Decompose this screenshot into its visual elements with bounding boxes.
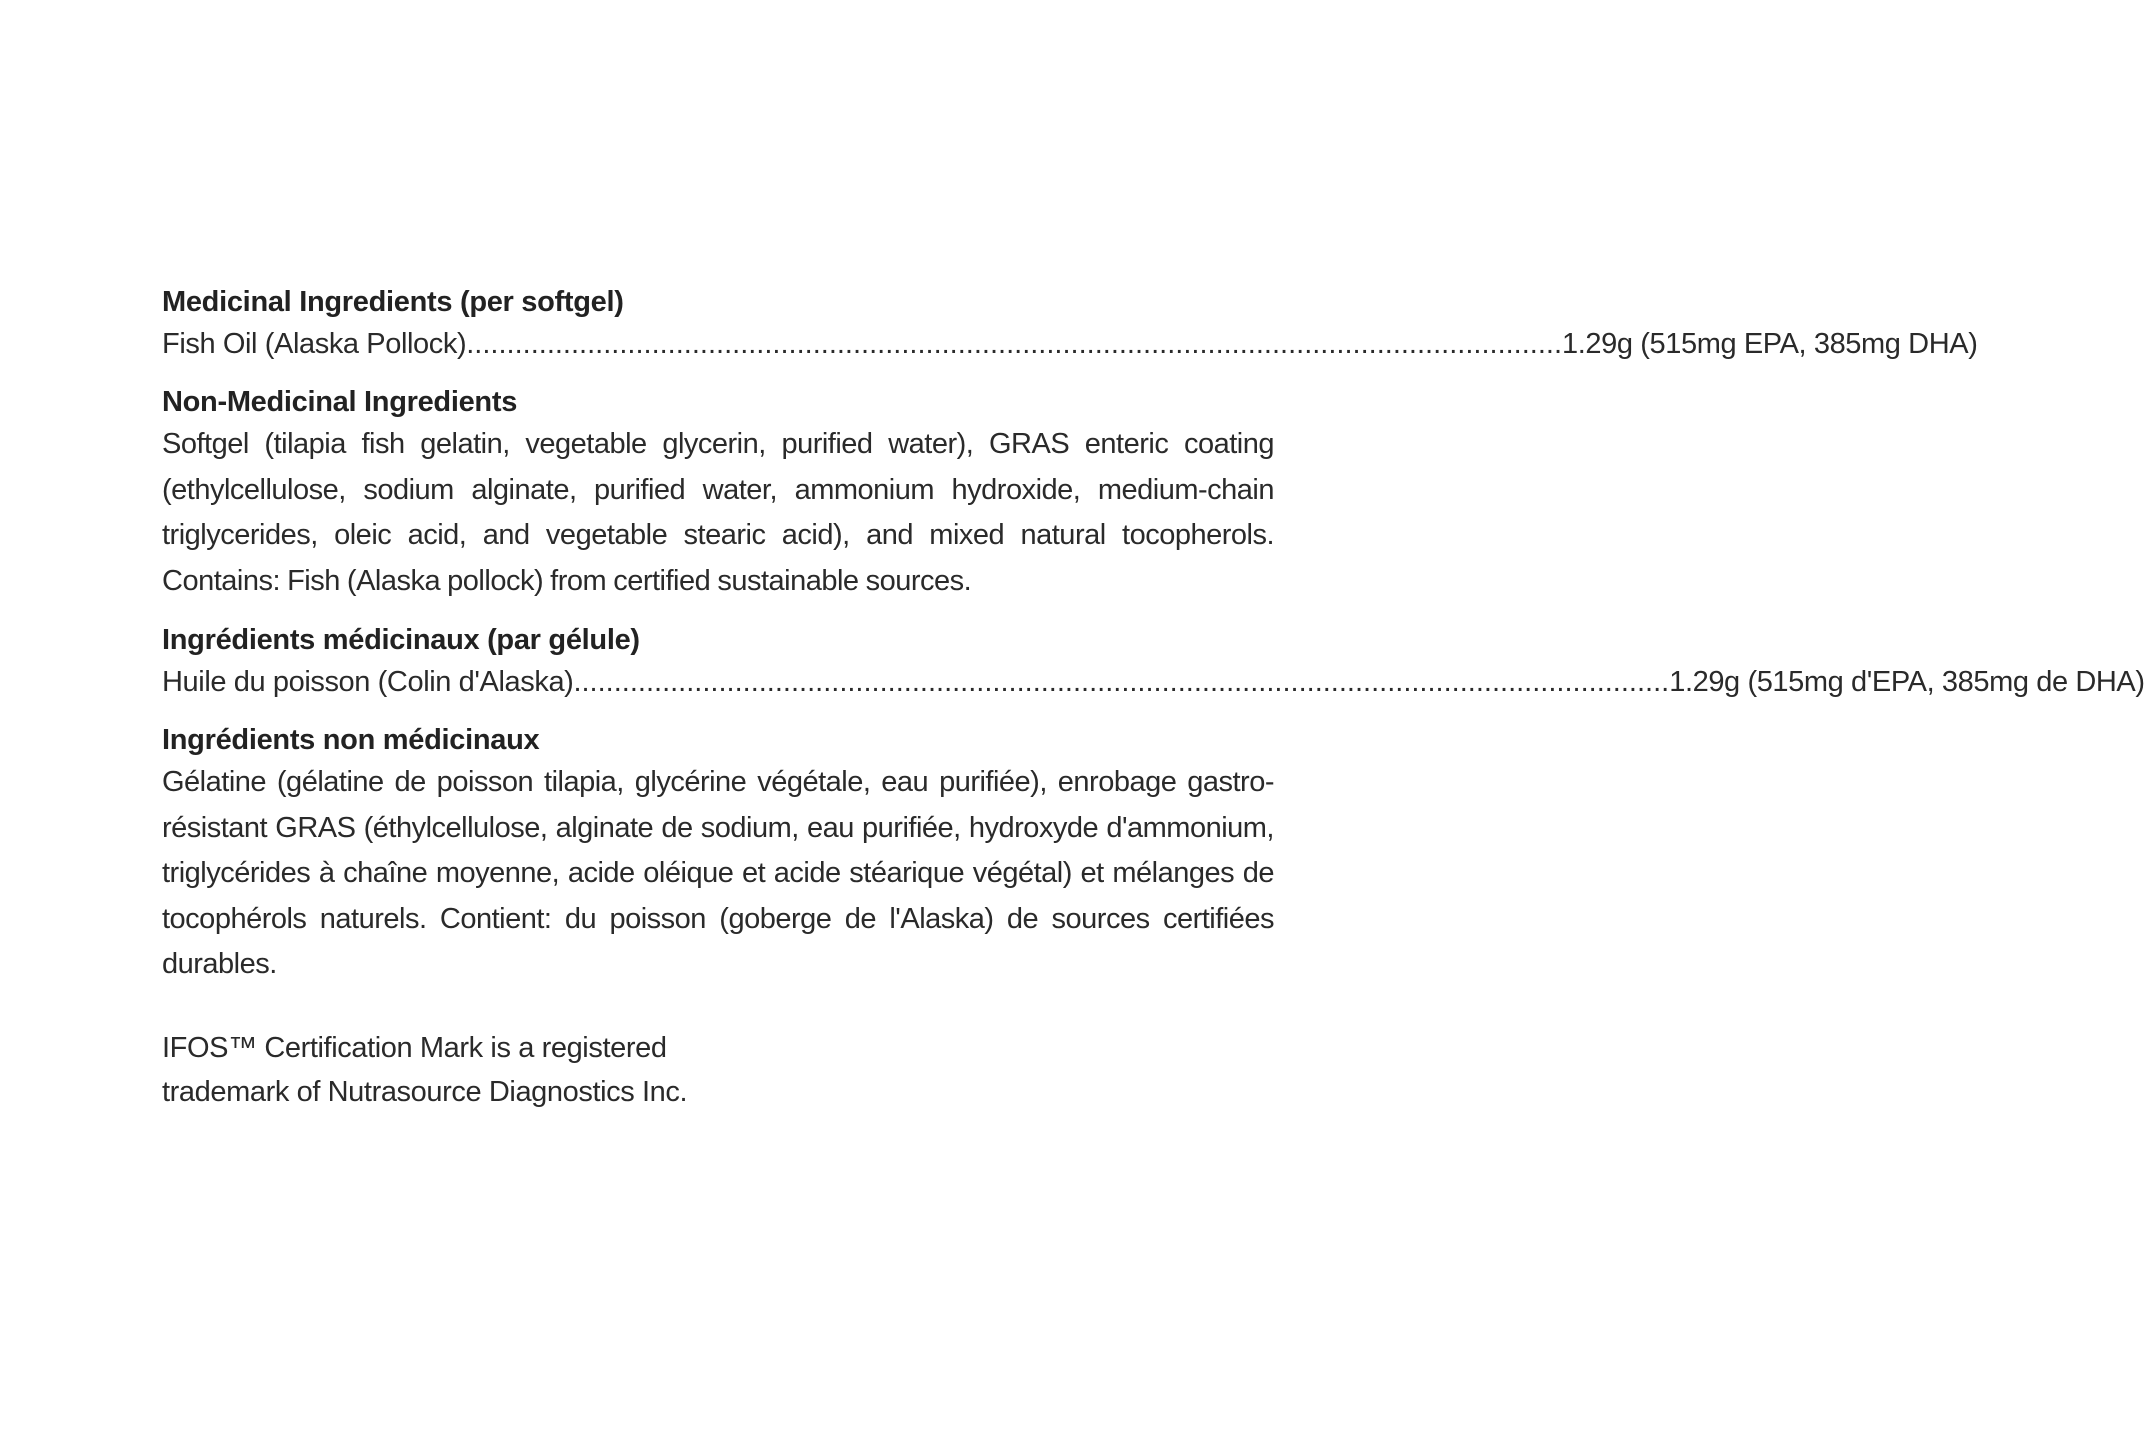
nonmedicinal-text-en: Softgel (tilapia fish gelatin, vegetable glycerin, purified water), GRAS enteric coating (ethylcellulose, sodium alginate, purified water, ammonium hydroxide, medium-chain triglycerides, oleic acid, and vegetable stearic acid), and mixed natural tocopherols. Contains: Fish (Alaska pollock) from certified sustainable sources. xyxy=(162,428,1274,597)
ingredient-name-fr: Huile du poisson (Colin d'Alaska) xyxy=(162,666,574,698)
nonmedicinal-heading-en: Non-Medicinal Ingredients xyxy=(162,386,518,418)
medicinal-ingredients-fr xyxy=(162,620,2145,704)
dot-leader: ........................................................................................................................................ xyxy=(573,666,1670,698)
ingredient-label xyxy=(162,282,2145,1114)
medicinal-heading-en: Medicinal Ingredients (per softgel) xyxy=(162,286,624,318)
medicinal-ingredients-en xyxy=(162,282,1978,366)
trademark-notice xyxy=(162,1026,1274,1114)
nonmedicinal-ingredients-fr xyxy=(162,720,1274,988)
ingredient-name-en: Fish Oil (Alaska Pollock) xyxy=(162,328,467,360)
nonmedicinal-ingredients-en xyxy=(162,382,1274,604)
dot-leader: ........................................................................................................................................ xyxy=(466,328,1563,360)
trademark-line-1: IFOS™ Certification Mark is a registered xyxy=(162,1031,667,1064)
nonmedicinal-heading-fr: Ingrédients non médicinaux xyxy=(162,724,540,756)
ingredient-amount-fr: 1.29g (515mg d'EPA, 385mg de DHA) xyxy=(1669,666,2145,698)
trademark-line-2: trademark of Nutrasource Diagnostics Inc. xyxy=(162,1075,688,1108)
medicinal-heading-fr: Ingrédients médicinaux (par gélule) xyxy=(162,624,640,656)
medicinal-line-en xyxy=(162,322,1978,366)
ingredient-amount-en: 1.29g (515mg EPA, 385mg DHA) xyxy=(1562,328,1978,360)
nonmedicinal-text-fr: Gélatine (gélatine de poisson tilapia, glycérine végétale, eau purifiée), enrobage gastro-résistant GRAS (éthylcellulose, alginate de sodium, eau purifiée, hydroxyde d'ammonium, triglycérides à chaîne moyenne, acide oléique et acide stéarique végétal) et mélanges de tocophérols naturels. Contient: du poisson (goberge de l'Alaska) de sources certifiées durables. xyxy=(162,766,1274,980)
medicinal-line-fr xyxy=(162,660,2145,704)
